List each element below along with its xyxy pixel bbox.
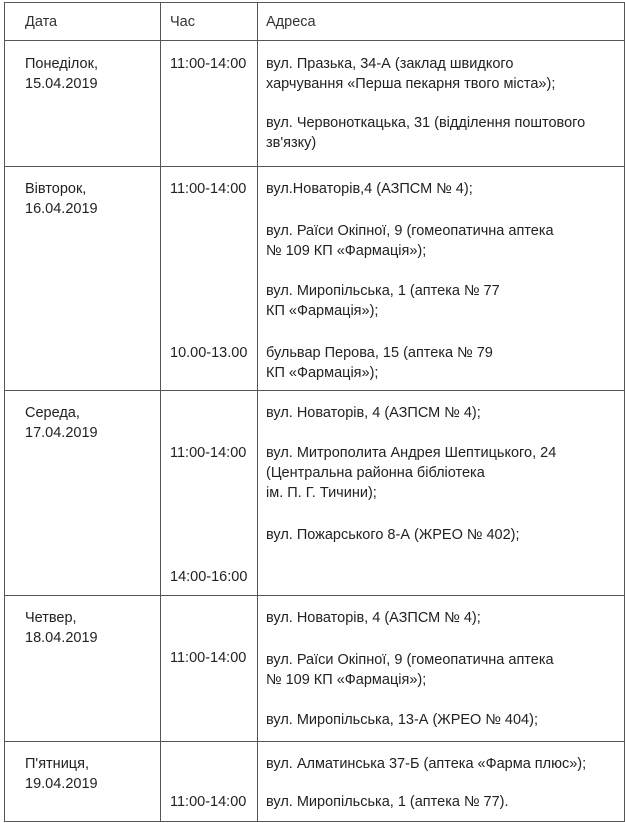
day-name: П'ятниця, (25, 756, 89, 772)
address-item (266, 343, 620, 383)
table-row (5, 167, 625, 391)
day-name: Вівторок, (25, 181, 87, 197)
time-slot: 11:00-14:00 (170, 181, 247, 197)
header-row (5, 3, 625, 41)
address-cell (258, 742, 625, 822)
time-slot: 10.00-13.00 (170, 345, 248, 361)
address-line: вул. Червоноткацька, 31 (відділення поштового (266, 115, 586, 131)
address-item (266, 608, 620, 628)
address-line: № 109 КП «Фармація»); (266, 672, 427, 688)
day-cell (5, 742, 161, 822)
time-cell (161, 167, 258, 391)
address-cell (258, 41, 625, 167)
address-line: вул.Новаторів,4 (АЗПСМ № 4); (266, 181, 473, 197)
day-date: 16.04.2019 (25, 201, 98, 217)
day-name: Четвер, (25, 610, 77, 626)
day-name: Понеділок, (25, 56, 98, 72)
time-cell (161, 596, 258, 742)
address-line: вул. Пожарського 8-А (ЖРЕО № 402); (266, 527, 520, 543)
time-cell (161, 742, 258, 822)
address-line: (Центральна районна бібліотека (266, 465, 485, 481)
address-item (266, 525, 620, 545)
table-row (5, 391, 625, 596)
time-slot: 11:00-14:00 (170, 650, 247, 666)
address-item (266, 650, 620, 690)
address-line: вул. Миропільська, 1 (аптека № 77). (266, 794, 509, 810)
address-cell (258, 596, 625, 742)
address-line: вул. Новаторів, 4 (АЗПСМ № 4); (266, 610, 481, 626)
address-line: вул. Раїси Окіпної, 9 (гомеопатична аптека (266, 223, 554, 239)
address-item (266, 54, 620, 94)
address-line: вул. Алматинська 37-Б (аптека «Фарма плюс»); (266, 756, 587, 772)
address-line: вул. Митрополита Андрея Шептицького, 24 (266, 445, 557, 461)
address-line: вул. Миропільська, 13-А (ЖРЕО № 404); (266, 712, 538, 728)
day-date: 17.04.2019 (25, 425, 98, 441)
table-row (5, 596, 625, 742)
time-slot: 11:00-14:00 (170, 445, 247, 461)
header-address: Адреса (258, 3, 625, 41)
address-line: харчування «Перша пекарня твого міста»); (266, 76, 556, 92)
address-line: КП «Фармація»); (266, 303, 379, 319)
address-line: вул. Празька, 34-А (заклад швидкого (266, 56, 514, 72)
address-line: зв'язку) (266, 135, 317, 151)
day-cell (5, 391, 161, 596)
address-item (266, 113, 620, 153)
day-cell (5, 596, 161, 742)
time-slot: 11:00-14:00 (170, 794, 247, 810)
address-item (266, 179, 620, 199)
address-item (266, 754, 620, 774)
time-cell (161, 41, 258, 167)
address-line: № 109 КП «Фармація»); (266, 243, 427, 259)
schedule-table (4, 2, 625, 822)
address-line: КП «Фармація»); (266, 365, 379, 381)
table-row (5, 742, 625, 822)
day-date: 19.04.2019 (25, 776, 98, 792)
time-slot: 14:00-16:00 (170, 569, 248, 585)
address-line: вул. Новаторів, 4 (АЗПСМ № 4); (266, 405, 481, 421)
address-line: бульвар Перова, 15 (аптека № 79 (266, 345, 493, 361)
day-cell (5, 167, 161, 391)
address-item (266, 221, 620, 261)
address-item (266, 443, 620, 503)
header-day: Дата (5, 3, 161, 41)
address-line: вул. Миропільська, 1 (аптека № 77 (266, 283, 500, 299)
address-line: ім. П. Г. Тичини); (266, 485, 377, 501)
address-cell (258, 391, 625, 596)
address-line: вул. Раїси Окіпної, 9 (гомеопатична аптека (266, 652, 554, 668)
address-item (266, 403, 620, 423)
address-item (266, 710, 620, 730)
day-name: Середа, (25, 405, 80, 421)
header-time: Час (161, 3, 258, 41)
address-item (266, 792, 620, 812)
address-item (266, 281, 620, 321)
time-slot: 11:00-14:00 (170, 56, 247, 72)
address-cell (258, 167, 625, 391)
day-date: 15.04.2019 (25, 76, 98, 92)
table-row (5, 41, 625, 167)
day-date: 18.04.2019 (25, 630, 98, 646)
time-cell (161, 391, 258, 596)
day-cell (5, 41, 161, 167)
